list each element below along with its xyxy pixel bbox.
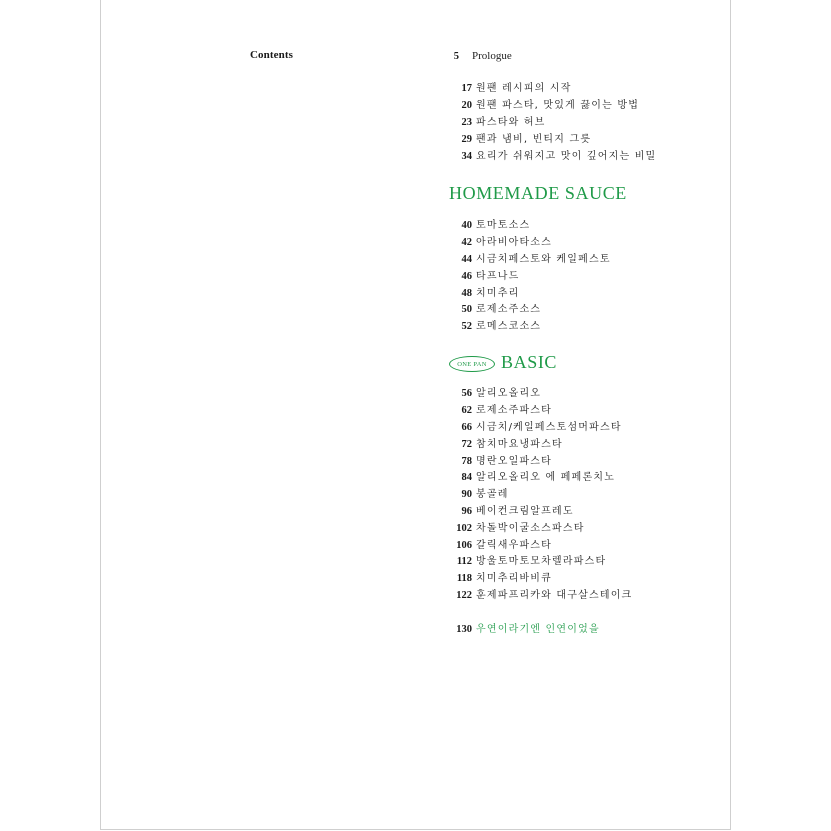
page-number: 78 (461, 456, 472, 467)
page-number: 84 (461, 472, 472, 483)
toc-entry (438, 402, 552, 418)
entry-title: 로메스코소스 (476, 321, 542, 332)
book-page (100, 0, 731, 830)
entry-title: 치미추리바비큐 (476, 573, 553, 584)
toc-entry (438, 285, 519, 301)
toc-entry (438, 520, 585, 536)
page-number: 48 (461, 288, 472, 299)
entry-title: 우연이라기엔 인연이었을 (476, 624, 600, 635)
entry-title: 베이컨크림알프레도 (476, 506, 574, 517)
page-number: 102 (456, 523, 472, 534)
toc-entry (438, 148, 656, 164)
toc-entry (438, 419, 622, 435)
contents-heading: Contents (250, 49, 293, 61)
entry-title: 아라비아타소스 (476, 237, 553, 248)
page-number: 40 (461, 220, 472, 231)
entry-title: 로제소주소스 (476, 304, 542, 315)
entry-title: 방울토마토모차렐라파스타 (476, 556, 607, 567)
entry-title: 훈제파프리카와 대구살스테이크 (476, 590, 633, 601)
page-number: 52 (461, 321, 472, 332)
entry-title: 요리가 쉬워지고 맛이 깊어지는 비밀 (476, 151, 657, 162)
page-number: 46 (461, 271, 472, 282)
toc-entry (438, 114, 546, 130)
toc-entry (438, 537, 552, 553)
page-number: 130 (456, 624, 472, 635)
page-number: 42 (461, 237, 472, 248)
toc-entry (438, 131, 591, 147)
entry-title: 타프나드 (476, 271, 520, 282)
entry-title: 시금치/케일페스토섬머파스타 (476, 422, 622, 433)
entry-title: 시금치페스토와 케일페스토 (476, 254, 611, 265)
page-number: 56 (461, 388, 472, 399)
page-number: 96 (461, 506, 472, 517)
page-number: 62 (461, 405, 472, 416)
entry-title: 토마토소스 (476, 220, 531, 231)
section-heading-basic: BASIC (501, 352, 558, 372)
page-number: 122 (456, 590, 472, 601)
section-heading-homemade-sauce: HOMEMADE SAUCE (449, 183, 627, 203)
entry-title: 파스타와 허브 (476, 117, 546, 128)
page-number: 72 (461, 439, 472, 450)
entry-title: 팬과 냄비, 빈티지 그릇 (476, 134, 592, 145)
entry-title: Prologue (472, 50, 512, 62)
toc-entry (438, 587, 632, 603)
page-number: 17 (461, 83, 472, 94)
toc-entry (438, 453, 552, 469)
toc-entry (438, 217, 530, 233)
entry-title: 로제소주파스타 (476, 405, 553, 416)
page-number: 90 (461, 489, 472, 500)
toc-entry (438, 234, 552, 250)
page-number: 23 (461, 117, 472, 128)
toc-entry (438, 97, 639, 113)
toc-entry (438, 251, 611, 267)
entry-title: 봉골레 (476, 489, 509, 500)
page-number: 50 (461, 304, 472, 315)
toc-entry (438, 268, 519, 284)
toc-entry (438, 301, 541, 317)
page-number: 34 (461, 151, 472, 162)
page-number: 106 (456, 540, 472, 551)
page-number: 29 (461, 134, 472, 145)
toc-entry-prologue (446, 48, 512, 64)
page-number: 66 (461, 422, 472, 433)
toc-entry (438, 486, 509, 502)
one-pan-badge: ONE PAN (449, 356, 495, 372)
page-number: 20 (461, 100, 472, 111)
toc-entry (438, 318, 541, 334)
page-number: 44 (461, 254, 472, 265)
toc-entry (438, 469, 615, 485)
entry-title: 원팬 파스타, 맛있게 끓이는 방법 (476, 100, 640, 111)
entry-title: 갈릭새우파스타 (476, 540, 553, 551)
toc-entry (438, 570, 552, 586)
entry-title: 명란오일파스타 (476, 456, 553, 467)
entry-title: 원팬 레시피의 시작 (476, 83, 572, 94)
entry-title: 치미추리 (476, 288, 520, 299)
page-number: 5 (453, 51, 459, 62)
entry-title: 차돌박이굴소스파스타 (476, 523, 585, 534)
toc-entry (438, 553, 606, 569)
toc-entry (438, 80, 572, 96)
page-number: 118 (456, 573, 472, 584)
entry-title: 참치마요냉파스타 (476, 439, 563, 450)
entry-title: 알리오올리오 (476, 388, 542, 399)
toc-entry (438, 436, 563, 452)
toc-entry (438, 503, 574, 519)
toc-entry-epilogue (438, 621, 600, 637)
page-number: 112 (456, 556, 472, 567)
toc-entry (438, 385, 541, 401)
entry-title: 알리오올리오 에 페페론치노 (476, 472, 616, 483)
